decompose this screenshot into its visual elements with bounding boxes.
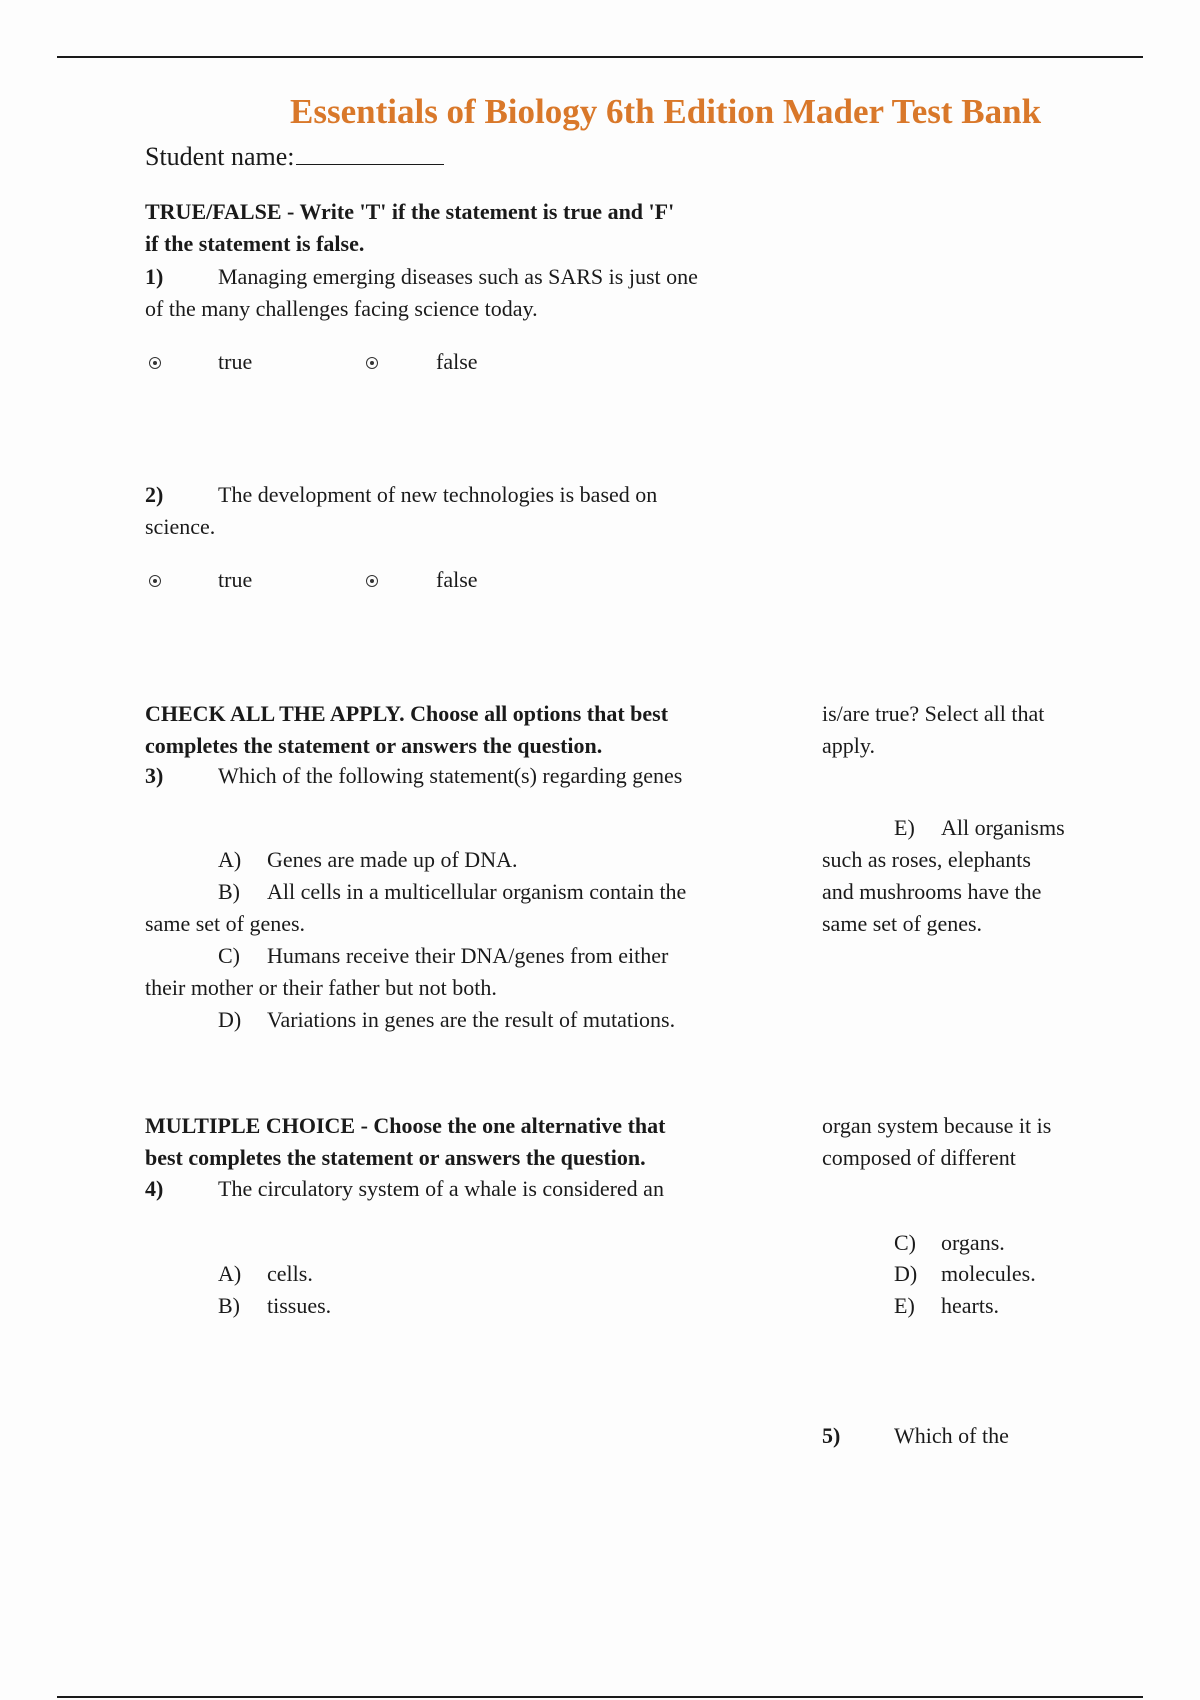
q2-text-line1: The development of new technologies is based on (218, 482, 658, 507)
mc-instructions-line1: MULTIPLE CHOICE - Choose the one alternative that (145, 1113, 666, 1138)
q1-text-line1: Managing emerging diseases such as SARS is just one (218, 264, 698, 289)
q4-option-b-text[interactable]: tissues. (267, 1293, 332, 1318)
top-rule (57, 56, 1143, 58)
mc-instructions-line2: best completes the statement or answers the question. (145, 1145, 646, 1170)
q3-option-a-letter: A) (218, 847, 242, 872)
q1-number: 1) (145, 264, 164, 289)
q4-option-d-text[interactable]: molecules. (941, 1261, 1036, 1286)
q3-text-col2-line2: apply. (822, 733, 875, 758)
q2-false-radio[interactable] (366, 575, 378, 587)
q4-text-col2-line2: composed of different (822, 1145, 1016, 1170)
q4-number: 4) (145, 1176, 164, 1201)
q3-option-e-line1[interactable]: All organisms (941, 815, 1065, 840)
q3-option-e-letter: E) (894, 815, 915, 840)
check-all-instructions-line2: completes the statement or answers the question. (145, 733, 603, 758)
q3-option-c-line1[interactable]: Humans receive their DNA/genes from either (267, 943, 669, 968)
check-all-instructions-line1: CHECK ALL THE APPLY. Choose all options that best (145, 701, 669, 726)
q1-true-label: true (218, 349, 253, 374)
q3-option-e-line2[interactable]: such as roses, elephants (822, 847, 1031, 872)
q1-false-radio[interactable] (366, 357, 378, 369)
q5-number: 5) (822, 1423, 841, 1448)
q4-option-c-letter: C) (894, 1230, 916, 1255)
q3-number: 3) (145, 763, 164, 788)
q3-option-c-letter: C) (218, 943, 240, 968)
q3-option-e-line4[interactable]: same set of genes. (822, 911, 983, 936)
tf-instructions-line2: if the statement is false. (145, 231, 365, 256)
q1-true-radio[interactable] (149, 357, 161, 369)
q4-option-a-text[interactable]: cells. (267, 1261, 313, 1286)
q2-true-radio[interactable] (149, 575, 161, 587)
student-name-blank[interactable] (296, 142, 444, 165)
q4-option-e-letter: E) (894, 1293, 915, 1318)
q4-text-col2-line1: organ system because it is (822, 1113, 1052, 1138)
q3-text-col2-line1: is/are true? Select all that (822, 701, 1045, 726)
q3-option-c-line2[interactable]: their mother or their father but not both. (145, 975, 497, 1000)
q2-false-label: false (436, 567, 478, 592)
q4-option-d-letter: D) (894, 1261, 918, 1286)
q3-option-a-text[interactable]: Genes are made up of DNA. (267, 847, 518, 872)
q3-option-b-line1[interactable]: All cells in a multicellular organism contain the (267, 879, 687, 904)
q3-option-b-line2[interactable]: same set of genes. (145, 911, 306, 936)
q2-true-label: true (218, 567, 253, 592)
student-name-field (145, 142, 444, 172)
q4-text-line1: The circulatory system of a whale is considered an (218, 1176, 664, 1201)
q5-text: Which of the (894, 1423, 1009, 1448)
student-name-label: Student name: (145, 142, 295, 171)
tf-instructions-line1: TRUE/FALSE - Write 'T' if the statement is true and 'F' (145, 199, 675, 224)
q3-option-d-letter: D) (218, 1007, 242, 1032)
q4-option-a-letter: A) (218, 1261, 242, 1286)
q4-option-b-letter: B) (218, 1293, 240, 1318)
q4-option-c-text[interactable]: organs. (941, 1230, 1005, 1255)
q3-option-d-text[interactable]: Variations in genes are the result of mutations. (267, 1007, 676, 1032)
q3-option-e-line3[interactable]: and mushrooms have the (822, 879, 1042, 904)
q1-false-label: false (436, 349, 478, 374)
q3-option-b-letter: B) (218, 879, 240, 904)
q1-text-line2: of the many challenges facing science today. (145, 296, 538, 321)
q2-number: 2) (145, 482, 164, 507)
q3-text-line1: Which of the following statement(s) regarding genes (218, 763, 683, 788)
q2-text-line2: science. (145, 514, 216, 539)
document-title: Essentials of Biology 6th Edition Mader Test Bank (290, 92, 1042, 131)
q4-option-e-text[interactable]: hearts. (941, 1293, 1000, 1318)
bottom-rule (57, 1696, 1143, 1698)
